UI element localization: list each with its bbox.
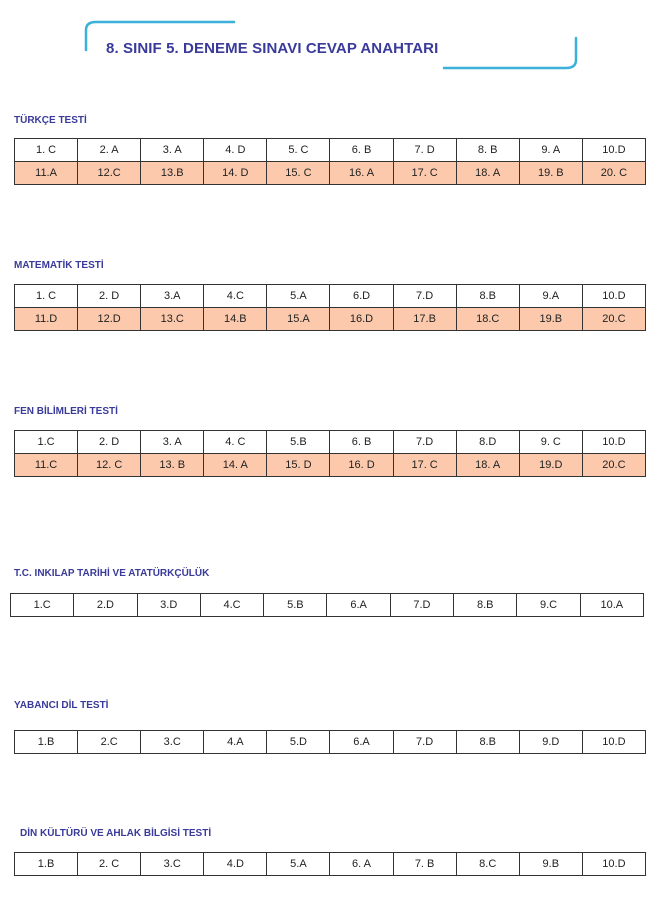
answer-cell: 4.A: [204, 731, 267, 754]
answer-cell: 17. C: [393, 162, 456, 185]
answer-cell: 5.B: [264, 594, 327, 617]
answer-cell: 10.A: [580, 594, 643, 617]
answer-cell: 4.D: [204, 853, 267, 876]
answer-cell: 4. D: [204, 139, 267, 162]
answer-cell: 12.D: [78, 308, 141, 331]
answer-cell: 14.B: [204, 308, 267, 331]
answer-cell: 15.A: [267, 308, 330, 331]
answer-table-turkce: [14, 138, 646, 185]
answer-cell: 9.A: [519, 285, 582, 308]
answer-cell: 1.C: [11, 594, 74, 617]
answer-cell: 8. B: [456, 139, 519, 162]
answer-cell: 19. B: [519, 162, 582, 185]
answer-cell: 6.A: [330, 731, 393, 754]
answer-cell: 2. A: [78, 139, 141, 162]
answer-cell: 8.D: [456, 431, 519, 454]
answer-cell: 7.D: [393, 431, 456, 454]
answer-cell: 4.C: [200, 594, 263, 617]
answer-cell: 5.D: [267, 731, 330, 754]
answer-cell: 9.D: [519, 731, 582, 754]
answer-cell: 15. D: [267, 454, 330, 477]
answer-cell: 5.B: [267, 431, 330, 454]
answer-cell: 3.C: [141, 853, 204, 876]
answer-cell: 6. B: [330, 139, 393, 162]
page-title: 8. SINIF 5. DENEME SINAVI CEVAP ANAHTARI: [106, 40, 439, 57]
section-title-din-kulturu: DİN KÜLTÜRÜ VE AHLAK BİLGİSİ TESTİ: [20, 828, 212, 839]
answer-cell: 6.A: [327, 594, 390, 617]
answer-cell: 8.C: [456, 853, 519, 876]
answer-cell: 5. C: [267, 139, 330, 162]
answer-cell: 3. A: [141, 139, 204, 162]
answer-cell: 8.B: [456, 285, 519, 308]
section-title-turkce: TÜRKÇE TESTİ: [14, 115, 87, 126]
answer-cell: 17. C: [393, 454, 456, 477]
answer-cell: 7. B: [393, 853, 456, 876]
answer-cell: 6. B: [330, 431, 393, 454]
answer-cell: 9.C: [517, 594, 580, 617]
answer-cell: 16. D: [330, 454, 393, 477]
answer-cell: 6.D: [330, 285, 393, 308]
answer-cell: 4. C: [204, 431, 267, 454]
answer-cell: 2. D: [78, 431, 141, 454]
answer-cell: 9.B: [519, 853, 582, 876]
answer-cell: 1.B: [15, 731, 78, 754]
answer-cell: 13. B: [141, 454, 204, 477]
answer-cell: 20.C: [582, 454, 645, 477]
answer-cell: 20.C: [582, 308, 645, 331]
answer-cell: 3. A: [141, 431, 204, 454]
answer-cell: 5.A: [267, 853, 330, 876]
answer-cell: 10.D: [582, 431, 645, 454]
section-title-inkilap: T.C. INKILAP TARİHİ VE ATATÜRKÇÜLÜK: [14, 568, 210, 579]
answer-cell: 10.D: [582, 139, 645, 162]
answer-cell: 13.B: [141, 162, 204, 185]
answer-cell: 7.D: [393, 731, 456, 754]
answer-cell: 7.D: [390, 594, 453, 617]
answer-cell: 1. C: [15, 139, 78, 162]
answer-cell: 13.C: [141, 308, 204, 331]
answer-cell: 4.C: [204, 285, 267, 308]
answer-cell: 7.D: [393, 285, 456, 308]
answer-cell: 10.D: [582, 731, 645, 754]
answer-cell: 19.B: [519, 308, 582, 331]
answer-cell: 9. A: [519, 139, 582, 162]
answer-cell: 14. A: [204, 454, 267, 477]
section-title-yabanci-dil: YABANCI DİL TESTİ: [14, 700, 109, 711]
answer-cell: 2. C: [78, 853, 141, 876]
answer-cell: 1.B: [15, 853, 78, 876]
answer-cell: 10.D: [582, 285, 645, 308]
answer-cell: 11.C: [15, 454, 78, 477]
answer-cell: 12.C: [78, 162, 141, 185]
answer-cell: 8.B: [456, 731, 519, 754]
answer-cell: 2. D: [78, 285, 141, 308]
answer-cell: 20. C: [582, 162, 645, 185]
answer-cell: 3.D: [137, 594, 200, 617]
section-title-fen: FEN BİLİMLERİ TESTİ: [14, 406, 118, 417]
answer-cell: 2.C: [78, 731, 141, 754]
answer-cell: 18. A: [456, 454, 519, 477]
answer-cell: 11.A: [15, 162, 78, 185]
answer-cell: 18. A: [456, 162, 519, 185]
answer-cell: 12. C: [78, 454, 141, 477]
answer-cell: 9. C: [519, 431, 582, 454]
answer-cell: 14. D: [204, 162, 267, 185]
answer-cell: 2.D: [74, 594, 137, 617]
answer-cell: 19.D: [519, 454, 582, 477]
answer-cell: 16.D: [330, 308, 393, 331]
answer-table-yabanci-dil: [14, 730, 646, 754]
answer-cell: 8.B: [454, 594, 517, 617]
answer-table-fen: [14, 430, 646, 477]
header-banner: [84, 20, 578, 72]
answer-cell: 7. D: [393, 139, 456, 162]
answer-cell: 1.C: [15, 431, 78, 454]
answer-cell: 18.C: [456, 308, 519, 331]
answer-cell: 6. A: [330, 853, 393, 876]
answer-cell: 16. A: [330, 162, 393, 185]
answer-cell: 5.A: [267, 285, 330, 308]
answer-table-matematik: [14, 284, 646, 331]
answer-cell: 3.C: [141, 731, 204, 754]
section-title-matematik: MATEMATİK TESTİ: [14, 260, 104, 271]
answer-cell: 11.D: [15, 308, 78, 331]
answer-table-inkilap: [10, 593, 644, 617]
answer-table-din-kulturu: [14, 852, 646, 876]
answer-cell: 3.A: [141, 285, 204, 308]
answer-cell: 17.B: [393, 308, 456, 331]
answer-cell: 15. C: [267, 162, 330, 185]
answer-cell: 1. C: [15, 285, 78, 308]
answer-cell: 10.D: [582, 853, 645, 876]
